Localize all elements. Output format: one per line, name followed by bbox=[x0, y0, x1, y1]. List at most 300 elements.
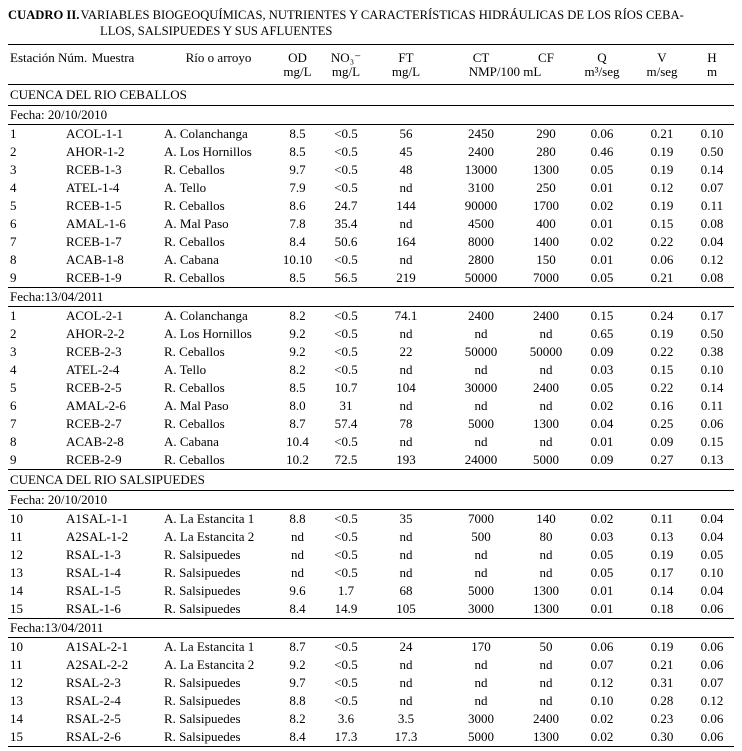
cell: 8 bbox=[10, 433, 17, 449]
cell: A1SAL-1-1 bbox=[66, 510, 129, 526]
cell: A. Cabana bbox=[164, 433, 219, 449]
cell: 0.04 bbox=[700, 233, 724, 249]
cell: nd bbox=[539, 674, 553, 690]
caption-line-2: LLOS, SALSIPUEDES Y SUS AFLUENTES bbox=[100, 24, 333, 39]
cell: 8.5 bbox=[289, 125, 306, 141]
cell: A1SAL-2-1 bbox=[66, 638, 129, 654]
cell: <0.5 bbox=[334, 343, 358, 359]
cell: 0.11 bbox=[700, 197, 724, 213]
cell: 0.06 bbox=[590, 125, 614, 141]
cell: 150 bbox=[536, 251, 556, 267]
column-unit: m bbox=[690, 65, 734, 85]
cell: 2400 bbox=[468, 143, 494, 159]
date-label: Fecha:13/04/2011 bbox=[8, 618, 734, 637]
cell: 0.12 bbox=[700, 692, 724, 708]
cell: nd bbox=[539, 656, 553, 672]
cell: nd bbox=[539, 325, 553, 341]
cell: 280 bbox=[536, 143, 556, 159]
cell: 45 bbox=[399, 143, 413, 159]
cell: 0.04 bbox=[700, 582, 724, 598]
cell: ACOL-1-1 bbox=[66, 125, 124, 141]
cell: 7000 bbox=[468, 510, 494, 526]
cell: nd bbox=[399, 674, 413, 690]
data-row bbox=[8, 251, 734, 269]
data-row bbox=[8, 143, 734, 161]
cell: 0.05 bbox=[590, 161, 614, 177]
cell: 0.05 bbox=[590, 546, 614, 562]
cell: 9.6 bbox=[289, 582, 306, 598]
cell: nd bbox=[474, 397, 488, 413]
data-row bbox=[8, 600, 734, 619]
cell: 144 bbox=[396, 197, 416, 213]
data-row bbox=[8, 124, 734, 143]
cell: nd bbox=[399, 692, 413, 708]
cell: 2400 bbox=[533, 710, 559, 726]
cell: 0.50 bbox=[700, 325, 724, 341]
cell: 5000 bbox=[468, 415, 494, 431]
cell: 0.15 bbox=[650, 215, 674, 231]
cell: 9.7 bbox=[289, 674, 306, 690]
cell: 0.17 bbox=[700, 307, 724, 323]
cell: 2400 bbox=[533, 307, 559, 323]
cell: <0.5 bbox=[334, 692, 358, 708]
cell: 0.12 bbox=[700, 251, 724, 267]
cell: 0.01 bbox=[590, 582, 614, 598]
cell: nd bbox=[399, 361, 413, 377]
cell: <0.5 bbox=[334, 564, 358, 580]
cell: 0.10 bbox=[590, 692, 614, 708]
cell: A. Tello bbox=[164, 361, 207, 377]
cell: RSAL-1-5 bbox=[66, 582, 121, 598]
cell: 35 bbox=[399, 510, 413, 526]
cell: R. Salsipuedes bbox=[164, 692, 241, 708]
cell: 0.22 bbox=[650, 343, 674, 359]
cell: 1300 bbox=[533, 582, 559, 598]
cell: 9 bbox=[10, 451, 17, 467]
cell: RCEB-2-3 bbox=[66, 343, 122, 359]
cell: 13000 bbox=[464, 161, 498, 177]
cell: AHOR-1-2 bbox=[66, 143, 125, 159]
cell: 5000 bbox=[533, 451, 559, 467]
cell: 8.4 bbox=[289, 600, 306, 616]
cell: nd bbox=[539, 361, 553, 377]
cell: 0.13 bbox=[700, 451, 724, 467]
date-row bbox=[8, 618, 734, 637]
cell: 8.5 bbox=[289, 269, 306, 285]
date-label: Fecha:13/04/2011 bbox=[8, 287, 734, 306]
cell: RCEB-1-3 bbox=[66, 161, 122, 177]
cell: 0.46 bbox=[590, 143, 614, 159]
cell: 0.05 bbox=[590, 564, 614, 580]
cell: ATEL-2-4 bbox=[66, 361, 120, 377]
cell: 0.02 bbox=[590, 710, 614, 726]
cell: 4 bbox=[10, 179, 17, 195]
cell: 3000 bbox=[468, 600, 494, 616]
column-header: NO₃⁻ bbox=[330, 49, 362, 65]
column-header: V bbox=[657, 49, 667, 65]
data-row bbox=[8, 656, 734, 674]
data-row bbox=[8, 179, 734, 197]
data-row bbox=[8, 451, 734, 470]
cell: 0.21 bbox=[650, 269, 674, 285]
data-row bbox=[8, 161, 734, 179]
cell: A. La Estancita 2 bbox=[164, 656, 255, 672]
cell: <0.5 bbox=[334, 433, 358, 449]
cell: 0.08 bbox=[700, 269, 724, 285]
cell: <0.5 bbox=[334, 161, 358, 177]
cell: 8.4 bbox=[289, 233, 306, 249]
cell: R. Salsipuedes bbox=[162, 728, 275, 747]
cell: 0.21 bbox=[650, 656, 674, 672]
cell: R. Ceballos bbox=[164, 343, 225, 359]
basin-section-row bbox=[8, 469, 734, 490]
cell: nd bbox=[539, 433, 553, 449]
cell: 0.19 bbox=[650, 546, 674, 562]
cell: 1300 bbox=[533, 415, 559, 431]
column-labels-row bbox=[8, 44, 734, 65]
cell: 72.5 bbox=[334, 451, 358, 467]
cell: 3100 bbox=[468, 179, 494, 195]
cell: 74.1 bbox=[394, 307, 418, 323]
cell: 0.01 bbox=[590, 179, 614, 195]
cell: 3.6 bbox=[337, 710, 355, 726]
data-table bbox=[8, 44, 734, 747]
cell: nd bbox=[399, 251, 413, 267]
cell: <0.5 bbox=[334, 510, 358, 526]
cell: 170 bbox=[471, 638, 491, 654]
cell: 0.06 bbox=[700, 600, 724, 616]
cell: RCEB-1-9 bbox=[66, 269, 122, 285]
cell: 24 bbox=[399, 638, 413, 654]
cell: A. Mal Paso bbox=[164, 397, 229, 413]
cell: 104 bbox=[396, 379, 416, 395]
cell: R. Ceballos bbox=[164, 233, 225, 249]
cell: 0.04 bbox=[700, 510, 724, 526]
cell: 0.11 bbox=[700, 397, 724, 413]
cell: 2450 bbox=[468, 125, 494, 141]
cell: 10.10 bbox=[282, 251, 313, 267]
data-row bbox=[8, 269, 734, 288]
cell: R. Salsipuedes bbox=[164, 710, 241, 726]
cell: 48 bbox=[399, 161, 413, 177]
cell: 8.8 bbox=[289, 692, 306, 708]
cell: 1700 bbox=[533, 197, 559, 213]
cell: RSAL-2-5 bbox=[66, 710, 121, 726]
cell: 50000 bbox=[529, 343, 563, 359]
cell: A. La Estancita 1 bbox=[164, 510, 255, 526]
cell: 2400 bbox=[533, 379, 559, 395]
cell: 1 bbox=[10, 125, 17, 141]
cell: 105 bbox=[396, 600, 416, 616]
cell: nd bbox=[399, 215, 413, 231]
data-row bbox=[8, 397, 734, 415]
cell: A. Mal Paso bbox=[164, 215, 229, 231]
cell: 50000 bbox=[464, 343, 498, 359]
cell: 0.02 bbox=[590, 397, 614, 413]
column-unit: mg/L bbox=[275, 65, 320, 85]
caption-label: CUADRO II. bbox=[8, 8, 80, 22]
cell: 0.05 bbox=[700, 546, 724, 562]
cell: 0.06 bbox=[690, 728, 734, 747]
cell: 1400 bbox=[533, 233, 559, 249]
cell: 0.23 bbox=[650, 710, 674, 726]
column-unit: m/seg bbox=[634, 65, 690, 85]
data-row bbox=[8, 415, 734, 433]
cell: 3000 bbox=[468, 710, 494, 726]
cell: AMAL-1-6 bbox=[66, 215, 126, 231]
cell: nd bbox=[399, 397, 413, 413]
cell: 0.38 bbox=[700, 343, 724, 359]
cell: AMAL-2-6 bbox=[66, 397, 126, 413]
cell: 0.24 bbox=[650, 307, 674, 323]
cell: nd bbox=[539, 546, 553, 562]
cell: 0.10 bbox=[700, 125, 724, 141]
cell: 2800 bbox=[468, 251, 494, 267]
cell: 7 bbox=[10, 233, 17, 249]
cell: 6 bbox=[10, 215, 17, 231]
cell: RSAL-2-3 bbox=[66, 674, 121, 690]
column-header: Estación Núm. bbox=[10, 49, 88, 65]
cell: 8.7 bbox=[289, 638, 306, 654]
cell: 0.04 bbox=[590, 415, 614, 431]
cell: <0.5 bbox=[334, 638, 358, 654]
cell: 0.02 bbox=[570, 728, 634, 747]
cell: 78 bbox=[399, 415, 413, 431]
cell: 0.06 bbox=[700, 415, 724, 431]
date-row bbox=[8, 105, 734, 124]
data-row bbox=[8, 674, 734, 692]
cell: 6 bbox=[10, 397, 17, 413]
cell: 0.02 bbox=[590, 233, 614, 249]
cell: R. Salsipuedes bbox=[164, 546, 241, 562]
cell: 0.30 bbox=[634, 728, 690, 747]
cell: 400 bbox=[536, 215, 556, 231]
cell: 31 bbox=[339, 397, 353, 413]
cell: R. Salsipuedes bbox=[164, 600, 241, 616]
cell: 80 bbox=[539, 528, 553, 544]
cell: RCEB-2-5 bbox=[66, 379, 122, 395]
cell: nd bbox=[399, 433, 413, 449]
data-row bbox=[8, 215, 734, 233]
cell: RSAL-2-4 bbox=[66, 692, 121, 708]
cell: RSAL-2-6 bbox=[64, 728, 162, 747]
column-unit: mg/L bbox=[372, 65, 440, 85]
cell: <0.5 bbox=[334, 179, 358, 195]
column-unit bbox=[162, 65, 275, 85]
cell: nd bbox=[399, 656, 413, 672]
cell: A. Tello bbox=[164, 179, 207, 195]
cell: 5000 bbox=[468, 582, 494, 598]
cell: 8 bbox=[10, 251, 17, 267]
cell: 13 bbox=[10, 564, 23, 580]
cell: 0.19 bbox=[650, 161, 674, 177]
cell: 0.15 bbox=[700, 433, 724, 449]
cell: R. Salsipuedes bbox=[164, 582, 241, 598]
cell: 4 bbox=[10, 361, 17, 377]
cell: 0.06 bbox=[700, 638, 724, 654]
cell: 7 bbox=[10, 415, 17, 431]
table-header bbox=[8, 44, 734, 84]
cell: 24.7 bbox=[334, 197, 358, 213]
column-header: CT bbox=[472, 49, 490, 65]
cell: 22 bbox=[399, 343, 413, 359]
cell: <0.5 bbox=[334, 251, 358, 267]
cell: 250 bbox=[536, 179, 556, 195]
cell: R. Ceballos bbox=[164, 379, 225, 395]
cell: 0.01 bbox=[590, 251, 614, 267]
cell: 0.65 bbox=[590, 325, 614, 341]
cell: nd bbox=[539, 397, 553, 413]
cell: 0.19 bbox=[650, 638, 674, 654]
cell: nd bbox=[539, 692, 553, 708]
cell: 0.09 bbox=[590, 451, 614, 467]
data-row bbox=[8, 379, 734, 397]
date-row bbox=[8, 490, 734, 509]
cell: 15 bbox=[10, 600, 23, 616]
cell: 7.8 bbox=[289, 215, 306, 231]
cell: 1300 bbox=[533, 161, 559, 177]
cell: 0.19 bbox=[650, 197, 674, 213]
data-row bbox=[8, 361, 734, 379]
cell: 0.06 bbox=[700, 710, 724, 726]
cell: R. Salsipuedes bbox=[164, 674, 241, 690]
cell: 7000 bbox=[533, 269, 559, 285]
cell: 9.2 bbox=[289, 325, 306, 341]
cell: 0.12 bbox=[590, 674, 614, 690]
data-row bbox=[8, 306, 734, 325]
cell: 12 bbox=[10, 546, 23, 562]
cell: 0.19 bbox=[650, 143, 674, 159]
cell: 0.07 bbox=[700, 179, 724, 195]
cell: 219 bbox=[396, 269, 416, 285]
cell: <0.5 bbox=[334, 656, 358, 672]
cell: 8.5 bbox=[289, 143, 306, 159]
cell: <0.5 bbox=[334, 143, 358, 159]
cell: 10 bbox=[10, 510, 23, 526]
cell: 9 bbox=[10, 269, 17, 285]
date-label: Fecha: 20/10/2010 bbox=[8, 105, 734, 124]
cell: RCEB-1-7 bbox=[66, 233, 122, 249]
cell: 30000 bbox=[464, 379, 498, 395]
cell: 0.10 bbox=[700, 564, 724, 580]
cell: nd bbox=[474, 546, 488, 562]
cell: 0.16 bbox=[650, 397, 674, 413]
cell: <0.5 bbox=[334, 307, 358, 323]
cell: 8.0 bbox=[289, 397, 306, 413]
cell: A. Colanchanga bbox=[164, 307, 248, 323]
cell: 0.19 bbox=[650, 325, 674, 341]
cell: 164 bbox=[396, 233, 416, 249]
table-caption bbox=[8, 7, 734, 40]
basin-section-label: CUENCA DEL RIO CEBALLOS bbox=[8, 84, 734, 105]
cell: 14 bbox=[10, 710, 23, 726]
cell: 0.18 bbox=[650, 600, 674, 616]
cell: R. Ceballos bbox=[164, 451, 225, 467]
cell: <0.5 bbox=[334, 546, 358, 562]
cell: 0.03 bbox=[590, 361, 614, 377]
cell: A2SAL-2-2 bbox=[66, 656, 129, 672]
column-unit: mg/L bbox=[320, 65, 372, 85]
cell: 0.31 bbox=[650, 674, 674, 690]
cell: 17.3 bbox=[320, 728, 372, 747]
cell: 0.02 bbox=[590, 197, 614, 213]
data-row bbox=[8, 325, 734, 343]
cell: 0.17 bbox=[650, 564, 674, 580]
cell: 0.01 bbox=[590, 433, 614, 449]
caption-text-1: VARIABLES BIOGEOQUÍMICAS, NUTRIENTES Y CARACTERÍSTICAS HIDRÁULICAS DE LOS RÍOS CEBA- bbox=[80, 8, 684, 22]
cell: 0.06 bbox=[700, 656, 724, 672]
cell: 140 bbox=[536, 510, 556, 526]
cell: 9.2 bbox=[289, 343, 306, 359]
cell: 8.4 bbox=[275, 728, 320, 747]
cell: 0.07 bbox=[700, 674, 724, 690]
cell: nd bbox=[474, 674, 488, 690]
cell: 10.7 bbox=[334, 379, 358, 395]
cell: 14.9 bbox=[334, 600, 358, 616]
cell: 0.22 bbox=[650, 379, 674, 395]
cell: nd bbox=[474, 325, 488, 341]
cell: 35.4 bbox=[334, 215, 358, 231]
cell: 12 bbox=[10, 674, 23, 690]
cell: nd bbox=[399, 564, 413, 580]
date-label: Fecha: 20/10/2010 bbox=[8, 490, 734, 509]
cell: RSAL-1-6 bbox=[66, 600, 121, 616]
column-units-row bbox=[8, 65, 734, 85]
data-row bbox=[8, 528, 734, 546]
cell: nd bbox=[399, 528, 413, 544]
cell: 7.9 bbox=[289, 179, 306, 195]
cell: 0.07 bbox=[590, 656, 614, 672]
cell: 90000 bbox=[464, 197, 498, 213]
basin-section-label: CUENCA DEL RIO SALSIPUEDES bbox=[8, 469, 734, 490]
cell: <0.5 bbox=[334, 361, 358, 377]
cell: 0.09 bbox=[590, 343, 614, 359]
cell: 9.7 bbox=[289, 161, 306, 177]
cell: 0.10 bbox=[700, 361, 724, 377]
cell: 8.7 bbox=[289, 415, 306, 431]
cell: nd bbox=[474, 361, 488, 377]
cell: 0.21 bbox=[650, 125, 674, 141]
column-header: H bbox=[707, 49, 717, 65]
cell: 0.13 bbox=[650, 528, 674, 544]
date-row bbox=[8, 287, 734, 306]
cell: 11 bbox=[10, 656, 23, 672]
cell: 0.06 bbox=[650, 251, 674, 267]
data-row bbox=[8, 564, 734, 582]
cell: 8.6 bbox=[289, 197, 306, 213]
cell: 2 bbox=[10, 325, 17, 341]
cell: 56 bbox=[399, 125, 413, 141]
cell: nd bbox=[539, 564, 553, 580]
cell: 3 bbox=[10, 343, 17, 359]
cell: 0.14 bbox=[700, 161, 724, 177]
cell: R. Ceballos bbox=[164, 197, 225, 213]
cell: A. Colanchanga bbox=[164, 125, 248, 141]
cell: AHOR-2-2 bbox=[66, 325, 125, 341]
cell: 1 bbox=[10, 307, 17, 323]
cell: 0.01 bbox=[590, 600, 614, 616]
cell: 9.2 bbox=[289, 656, 306, 672]
cell: 2400 bbox=[468, 307, 494, 323]
cell: 10.4 bbox=[286, 433, 309, 449]
cell: nd bbox=[399, 179, 413, 195]
cell: ACAB-1-8 bbox=[66, 251, 124, 267]
cell: <0.5 bbox=[334, 125, 358, 141]
cell: ACOL-2-1 bbox=[66, 307, 124, 323]
cell: 24000 bbox=[464, 451, 498, 467]
cell: 0.25 bbox=[650, 415, 674, 431]
cell: 10 bbox=[10, 638, 23, 654]
